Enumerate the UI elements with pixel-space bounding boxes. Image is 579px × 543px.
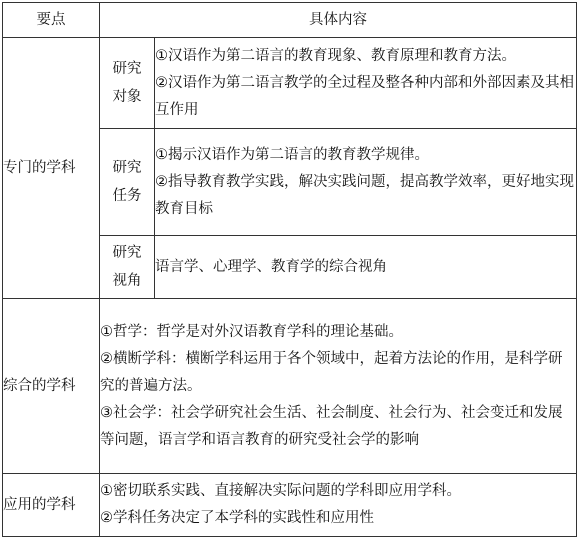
sub-label-line: 对象 bbox=[112, 89, 142, 105]
sub-label-line: 研究 bbox=[112, 160, 142, 176]
table-row bbox=[3, 299, 577, 474]
category-specialized: 专门的学科 bbox=[3, 38, 100, 299]
table-row bbox=[3, 474, 577, 537]
subject-nature-table bbox=[2, 2, 577, 537]
sub-label-line: 视角 bbox=[112, 273, 142, 289]
header-point: 要点 bbox=[3, 3, 100, 38]
category-applied: 应用的学科 bbox=[3, 474, 100, 537]
content-research-task bbox=[155, 129, 577, 236]
content-line: ②汉语作为第二语言教学的全过程及整各种内部和外部因素及其相互作用 bbox=[155, 74, 574, 118]
category-comprehensive: 综合的学科 bbox=[3, 299, 100, 474]
content-line: ②横断学科：横断学科运用于各个领域中，起着方法论的作用，是科学研究的普遍方法。 bbox=[100, 350, 563, 394]
header-content: 具体内容 bbox=[100, 3, 577, 38]
sub-label-line: 任务 bbox=[112, 188, 142, 204]
content-line: ③社会学：社会学研究社会生活、社会制度、社会行为、社会变迁和发展等问题，语言学和语言教育的研究受社会学的影响 bbox=[100, 404, 563, 448]
content-line: 语言学、心理学、教育学的综合视角 bbox=[155, 258, 387, 275]
table-row bbox=[3, 38, 577, 129]
content-line: ②学科任务决定了本学科的实践性和应用性 bbox=[100, 510, 374, 526]
content-line: ①汉语作为第二语言的教育现象、教育原理和教育方法。 bbox=[155, 47, 516, 64]
content-research-view bbox=[155, 236, 577, 299]
content-research-object bbox=[155, 38, 577, 129]
content-line: ①密切联系实践、直接解决实际问题的学科即应用学科。 bbox=[100, 483, 461, 499]
content-line: ①哲学：哲学是对外汉语教育学科的理论基础。 bbox=[100, 323, 403, 340]
sub-label-line: 研究 bbox=[112, 61, 142, 77]
sub-label-research-task bbox=[100, 129, 155, 236]
content-applied bbox=[100, 474, 577, 537]
sub-label-line: 研究 bbox=[112, 245, 142, 261]
content-comprehensive bbox=[100, 299, 577, 474]
content-line: ②指导教育教学实践，解决实践问题，提高教学效率，更好地实现教育目标 bbox=[155, 173, 574, 217]
content-line: ①揭示汉语作为第二语言的教育教学规律。 bbox=[155, 146, 429, 163]
sub-label-research-object bbox=[100, 38, 155, 129]
table-header-row bbox=[3, 3, 577, 38]
sub-label-research-view bbox=[100, 236, 155, 299]
